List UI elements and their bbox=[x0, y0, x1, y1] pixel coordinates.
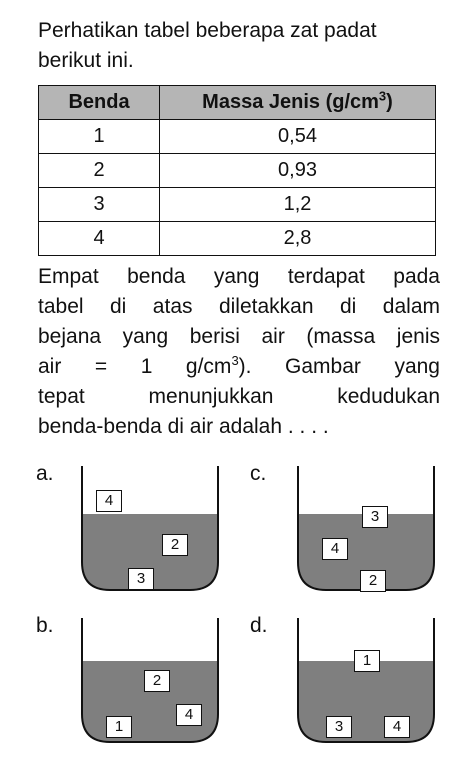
option-c-beaker bbox=[296, 466, 436, 592]
table-row bbox=[39, 188, 436, 222]
object-box: 4 bbox=[96, 490, 122, 512]
object-box: 3 bbox=[128, 568, 154, 590]
option-a-beaker bbox=[80, 466, 220, 592]
object-box: 2 bbox=[360, 570, 386, 592]
object-box: 1 bbox=[354, 650, 380, 672]
option-b-beaker bbox=[80, 618, 220, 744]
object-box: 1 bbox=[106, 716, 132, 738]
cell-benda: 4 bbox=[39, 222, 160, 256]
table-row bbox=[39, 154, 436, 188]
option-d-label: d. bbox=[250, 614, 268, 637]
object-box: 4 bbox=[176, 704, 202, 726]
object-box: 3 bbox=[326, 716, 352, 738]
question-text: Empat benda yang terdapat pada tabel di atas diletakkan di dalam bejana yang berisi air (massa jenis air = 1 $g/cm^3$). Gambar yang tepat menunjukkan kedudukan benda-benda di air adalah . . . . bbox=[38, 265, 440, 438]
object-box: 3 bbox=[362, 506, 388, 528]
option-d-beaker bbox=[296, 618, 436, 744]
beaker-icon bbox=[296, 618, 436, 744]
intro-text: Perhatikan tabel beberapa zat padat berikut ini. bbox=[38, 19, 377, 72]
cell-massa: 0,93 bbox=[160, 154, 436, 188]
cell-benda: 3 bbox=[39, 188, 160, 222]
option-b-label: b. bbox=[36, 614, 54, 637]
cell-massa: 2,8 bbox=[160, 222, 436, 256]
table-row bbox=[39, 120, 436, 154]
option-c-label: c. bbox=[250, 462, 267, 485]
object-box: 4 bbox=[322, 538, 348, 560]
density-table bbox=[38, 85, 436, 256]
cell-benda: 1 bbox=[39, 120, 160, 154]
header-benda: Benda bbox=[39, 86, 160, 120]
object-box: 2 bbox=[144, 670, 170, 692]
cell-massa: 0,54 bbox=[160, 120, 436, 154]
object-box: 4 bbox=[384, 716, 410, 738]
header-massa-jenis: Massa Jenis $(g/cm^3)$ bbox=[160, 86, 436, 120]
option-a-label: a. bbox=[36, 462, 54, 485]
cell-benda: 2 bbox=[39, 154, 160, 188]
cell-massa: 1,2 bbox=[160, 188, 436, 222]
table-header-row bbox=[39, 86, 436, 120]
table-row bbox=[39, 222, 436, 256]
object-box: 2 bbox=[162, 534, 188, 556]
